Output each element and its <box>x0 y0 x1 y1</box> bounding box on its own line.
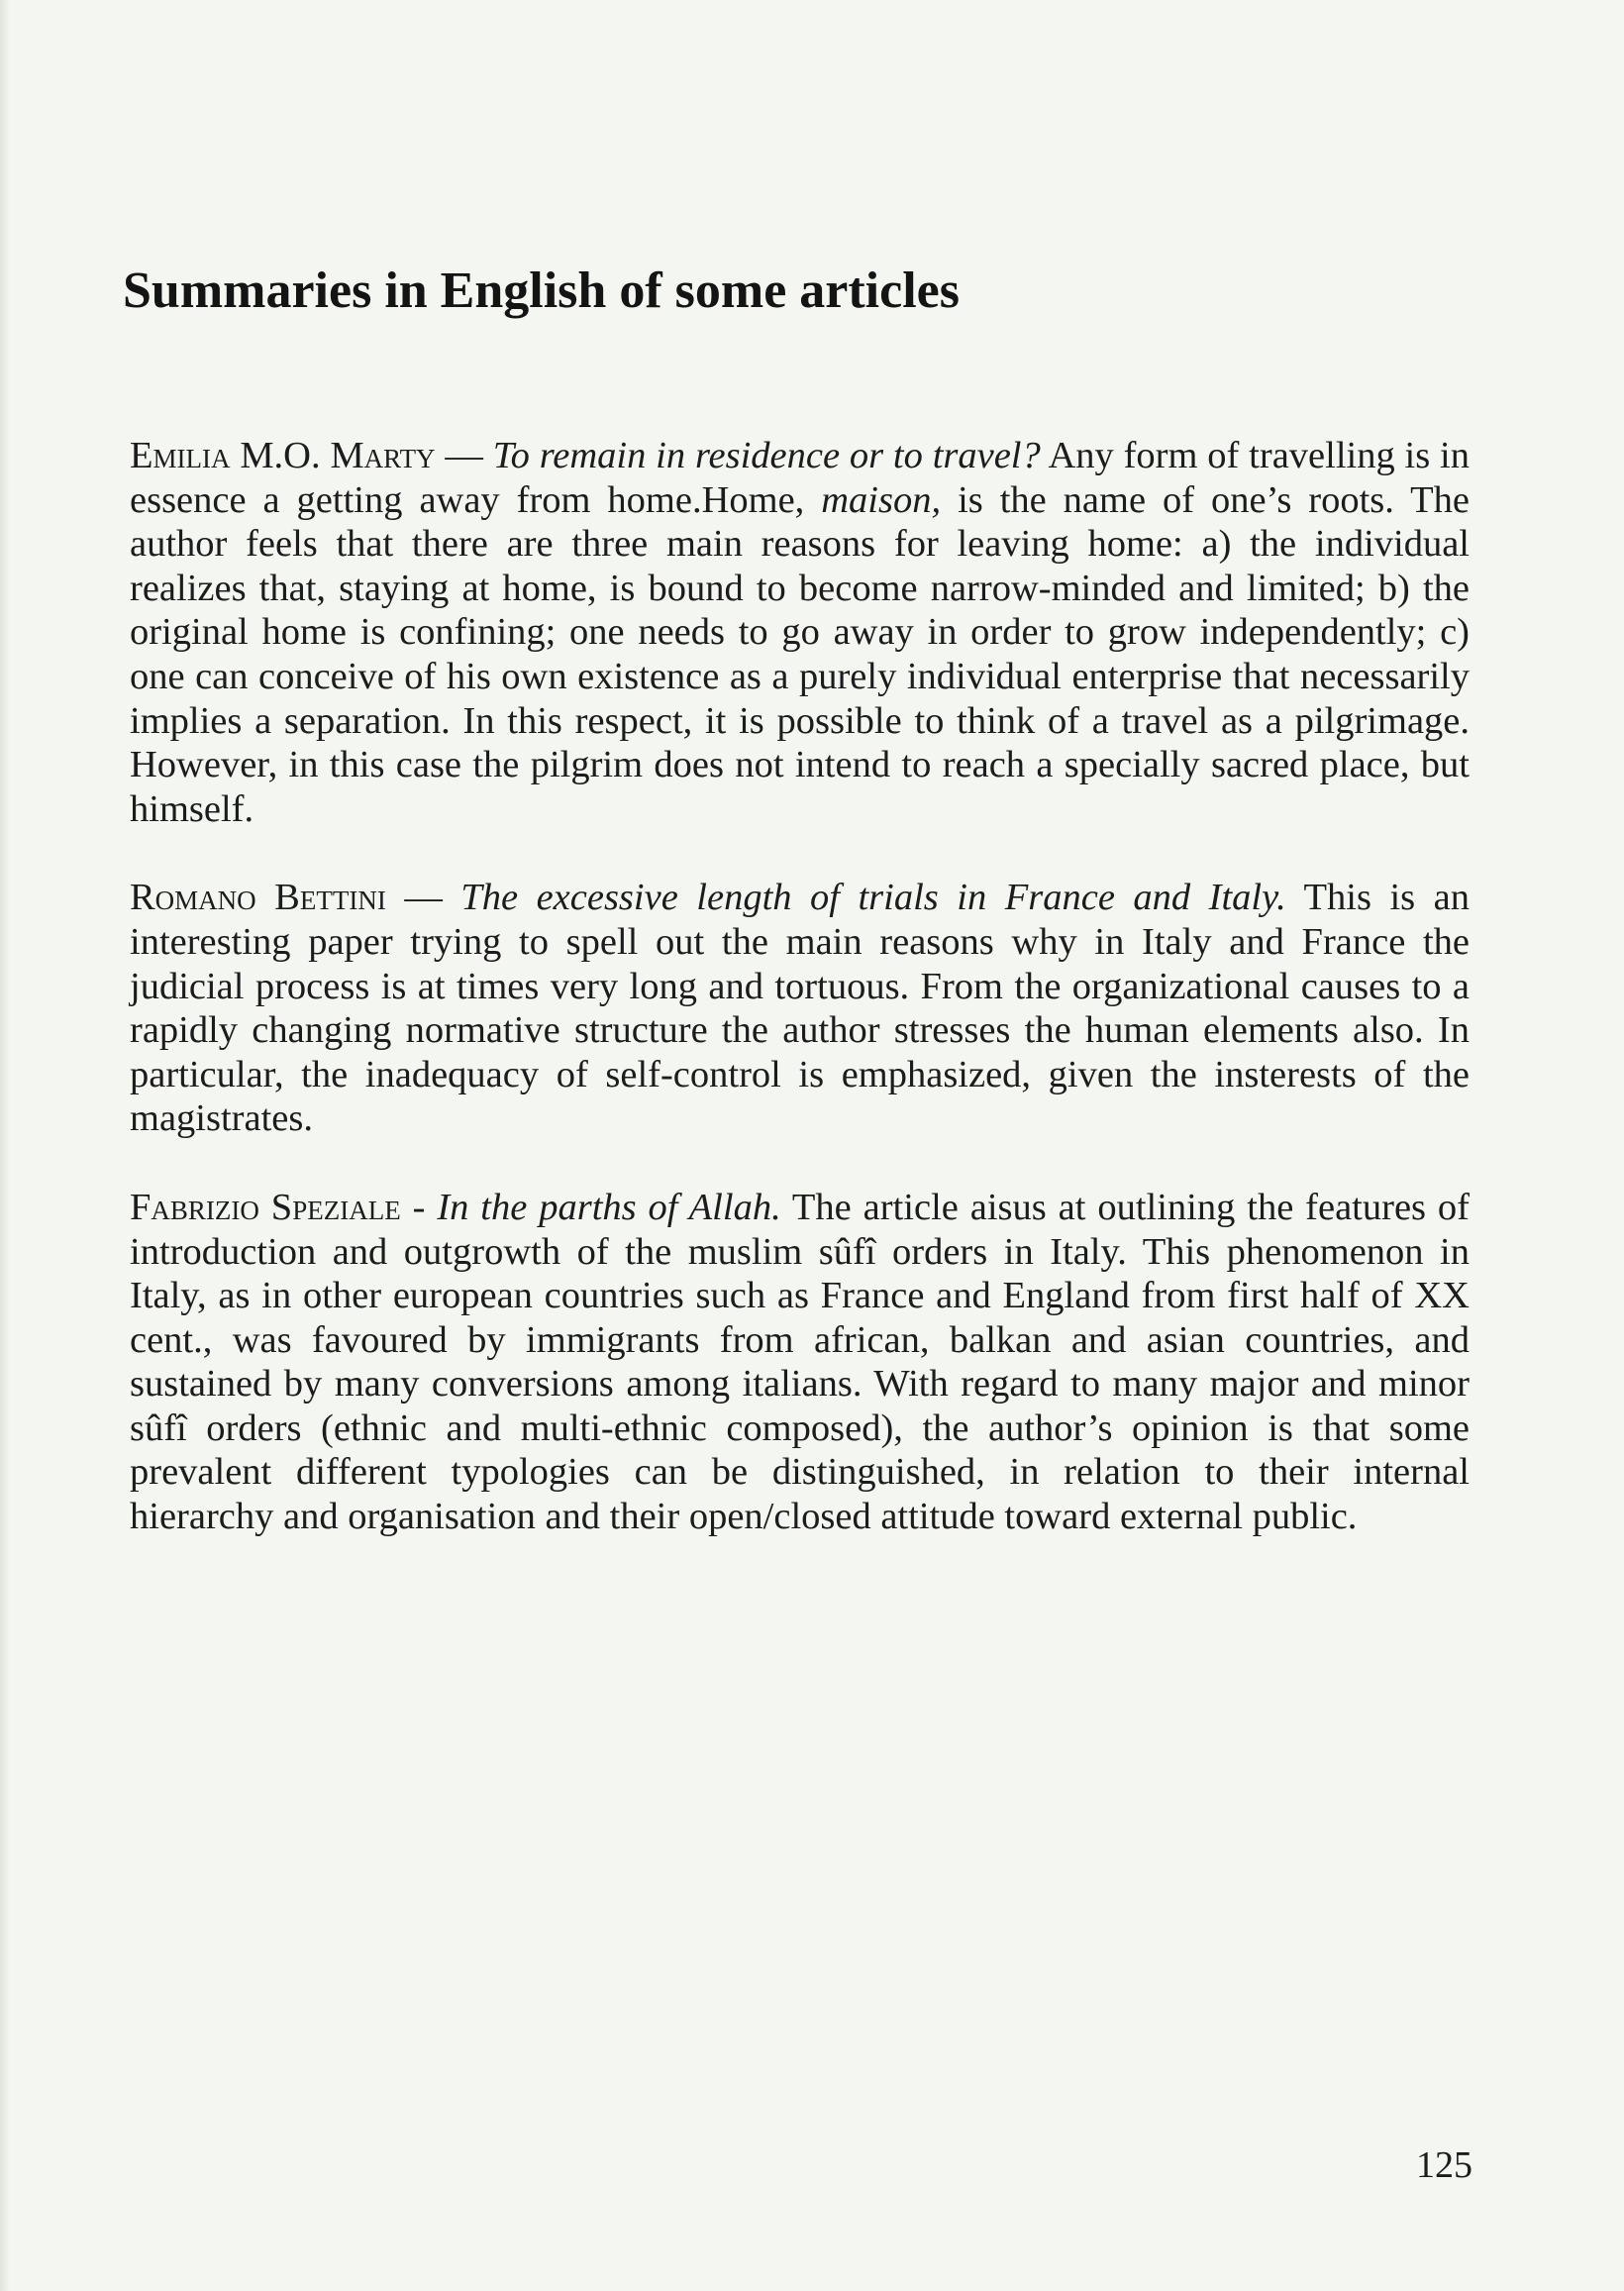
summary-author: Emilia M.O. Marty <box>130 435 436 476</box>
summary-text: Any form of travelling is in essence a getting away from home.Home, <box>130 435 1470 521</box>
summary-italic-word: maison, <box>821 478 942 521</box>
summary-speziale <box>130 1186 1470 1539</box>
summaries-section <box>130 434 1470 1539</box>
summary-separator: - <box>400 1186 438 1228</box>
summary-separator: — <box>435 435 493 476</box>
page-left-edge <box>0 0 10 2291</box>
summary-bettini <box>130 876 1470 1141</box>
page-heading: Summaries in English of some articles <box>123 262 960 319</box>
page-number: 125 <box>1416 2144 1472 2186</box>
summary-text: is the name of one’s roots. The author feels that there are three main reasons for leaving home: a) the individual realizes that, staying at home, is bound to become narrow-minded and limited; b) the original home is confining; one needs to go away in order to grow independently; c) one can conceive of his own existence as a purely individual enterprise that necessarily implies a separation. In this respect, it is possible to think of a travel as a pilgrimage. However, in this case the pilgrim does not intend to reach a specially sacred place, but himself. <box>130 478 1470 830</box>
summary-text: The article aisus at outlining the features of introduction and outgrowth of the muslim sûfî orders in Italy. This phenomenon in Italy, as in other european countries such as France and England from first half of XX cent., was favoured by immigrants from african, balkan and asian countries, and sustained by many conversions among italians. With regard to many major and minor sûfî orders (ethnic and multi-ethnic composed), the author’s opinion is that some prevalent different typologies can be distinguished, in relation to their internal hierarchy and organisation and their open/closed attitude toward external public. <box>130 1186 1470 1538</box>
summary-title: In the parths of Allah. <box>437 1186 781 1228</box>
summary-title: The excessive length of trials in France and Italy. <box>460 877 1286 919</box>
summary-text: This is an interesting paper trying to spell out the main reasons why in Italy and France the judicial process is at times very long and tortuous. From the organizational causes to a rapidly changing normative structure the author stresses the human elements also. In particular, the inadequacy of self-control is emphasized, given the insterests of the magistrates. <box>130 877 1470 1140</box>
summary-marty <box>130 434 1470 831</box>
summary-title: To remain in residence or to travel? <box>492 435 1041 476</box>
summary-author: Fabrizio Speziale <box>130 1186 401 1228</box>
summary-author: Romano Bettini <box>130 877 386 919</box>
summary-separator: — <box>385 877 461 919</box>
